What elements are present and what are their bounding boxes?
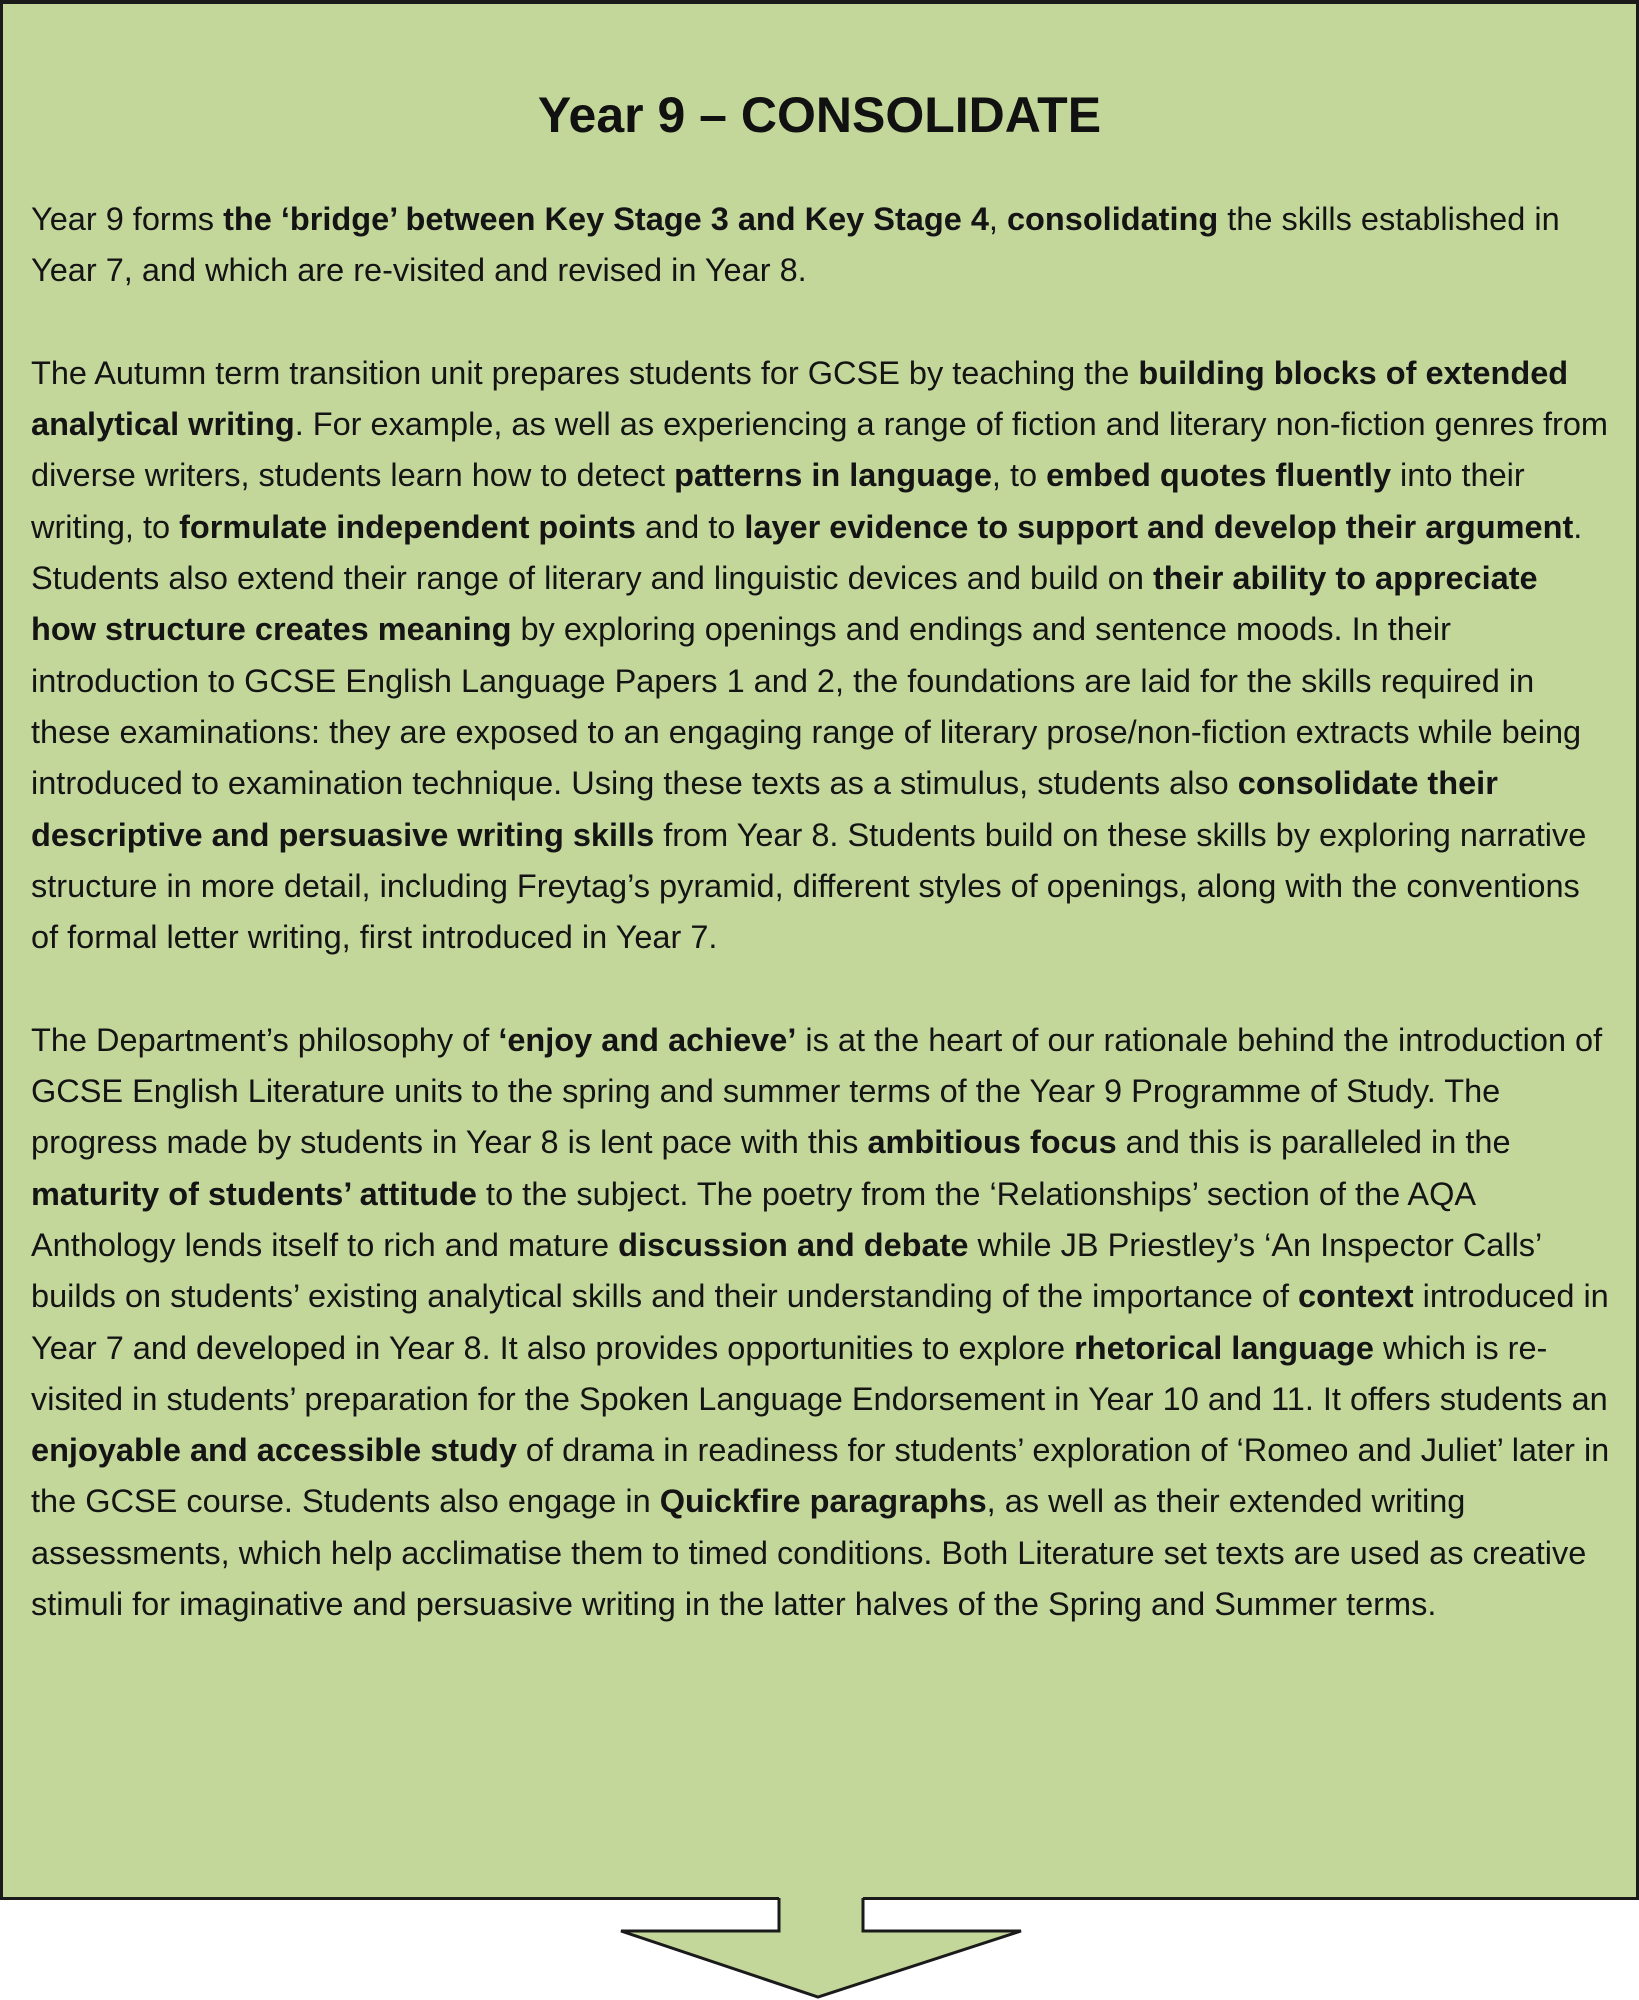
text-run: , bbox=[988, 201, 1007, 237]
arrow-fill bbox=[621, 1898, 1021, 1997]
bold-text: context bbox=[1298, 1278, 1414, 1315]
text-run: which is re-visited in students’ preparation for the Spoken Language Endorsement in Year 10 and 11. It offers students an bbox=[31, 1329, 1608, 1417]
paragraph-philosophy bbox=[31, 1015, 1610, 1631]
page-title: Year 9 – CONSOLIDATE bbox=[537, 87, 1102, 143]
text-run: , as well as their extended writing assessments, which help acclimatise them to timed conditions. Both Literature set texts are used as creative stimuli for imaginative and persuasive writing in the latter halves of the Spring and Summer terms. bbox=[31, 1483, 1587, 1623]
text-run: to the subject. The poetry from the ‘Relationships’ section of the AQA Anthology lends itself to rich and mature bbox=[31, 1175, 1475, 1263]
text-run: into their writing, to bbox=[31, 457, 1525, 545]
bold-text: enjoyable and accessible study bbox=[31, 1432, 517, 1469]
bold-text: ambitious focus bbox=[867, 1124, 1117, 1161]
bold-text: discussion and debate bbox=[618, 1226, 969, 1263]
bold-text: consolidating bbox=[1006, 201, 1219, 237]
bold-text: ‘enjoy and achieve’ bbox=[498, 1021, 797, 1058]
text-run: while JB Priestley’s ‘An Inspector Calls’ builds on students’ existing analytical skills and their understanding of the importance of bbox=[31, 1226, 1542, 1315]
body-text bbox=[31, 194, 1610, 1630]
bold-text: maturity of students’ attitude bbox=[31, 1175, 478, 1212]
paragraph-autumn-term bbox=[31, 348, 1610, 964]
text-run: The Department’s philosophy of bbox=[31, 1021, 499, 1058]
bold-text: building blocks of extended analytical writing bbox=[31, 354, 1569, 443]
bold-text: embed quotes fluently bbox=[1046, 457, 1392, 494]
text-run: . Students also extend their range of literary and linguistic devices and build on bbox=[31, 508, 1583, 597]
text-run: , to bbox=[991, 457, 1047, 494]
arrow-outline bbox=[621, 1898, 1021, 1997]
bold-text: consolidate their descriptive and persuasive writing skills bbox=[31, 765, 1498, 853]
text-run: from Year 8. Students build on these skills by exploring narrative structure in more detail, including Freytag’s pyramid, different styles of openings, along with the conventions of formal letter writing, first introduced in Year 7. bbox=[31, 816, 1587, 956]
text-run: . For example, as well as experiencing a range of fiction and literary non-fiction genres from diverse writers, students learn how to detect bbox=[31, 406, 1608, 494]
bold-text: their ability to appreciate how structure creates meaning bbox=[31, 560, 1538, 648]
bold-text: the ‘bridge’ between Key Stage 3 and Key Stage 4 bbox=[223, 201, 989, 237]
text-run: and this is paralleled in the bbox=[1116, 1124, 1511, 1161]
text-run: by exploring openings and endings and sentence moods. In their introduction to GCSE English Language Papers 1 and 2, the foundations are laid for the skills required in these examinations: they are exposed to an engaging range of literary prose/non-fiction extracts while being introduced to examination technique. Using these texts as a stimulus, students also bbox=[31, 611, 1582, 802]
bold-text: rhetorical language bbox=[1074, 1329, 1374, 1366]
bold-text: patterns in language bbox=[674, 457, 992, 494]
text-run: and to bbox=[635, 508, 745, 545]
text-run: introduced in Year 7 and developed in Year 8. It also provides opportunities to explore bbox=[31, 1278, 1609, 1366]
text-run: the skills established in Year 7, and which are re-visited and revised in Year 8. bbox=[31, 201, 1560, 289]
text-run: is at the heart of our rationale behind the introduction of GCSE English Literature units to the spring and summer terms of the Year 9 Programme of Study. The progress made by students in Year 8 is lent pace with this bbox=[31, 1021, 1603, 1161]
text-run: Year 9 forms bbox=[31, 201, 224, 237]
bold-text: Quickfire paragraphs bbox=[659, 1483, 987, 1520]
paragraph-intro bbox=[31, 194, 1610, 297]
text-run: The Autumn term transition unit prepares students for GCSE by teaching the bbox=[31, 354, 1139, 391]
bold-text: layer evidence to support and develop their argument bbox=[744, 508, 1574, 545]
text-run: of drama in readiness for students’ exploration of ‘Romeo and Juliet’ later in the GCSE course. Students also engage in bbox=[31, 1432, 1610, 1520]
bold-text: formulate independent points bbox=[179, 508, 636, 545]
